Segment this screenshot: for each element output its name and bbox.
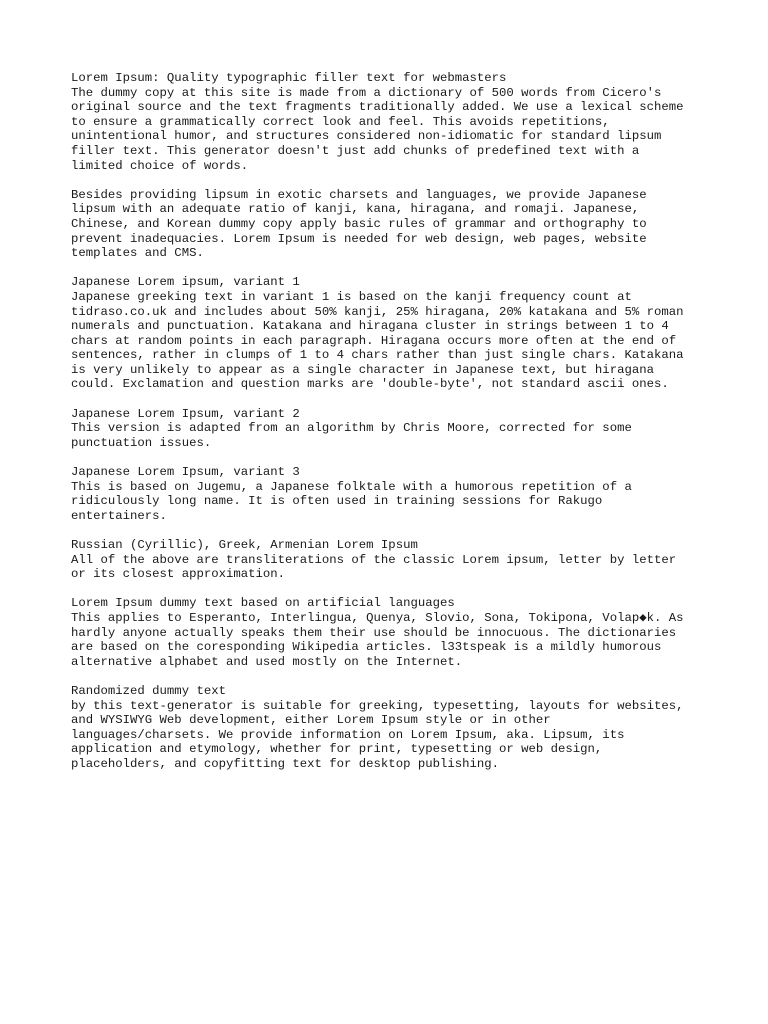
text-line: All of the above are transliterations of the classic Lorem ipsum, letter by letter	[71, 552, 677, 567]
section-heading: Russian (Cyrillic), Greek, Armenian Lorem Ipsum	[71, 538, 418, 552]
text-line: lipsum with an adequate ratio of kanji, kana, hiragana, and romaji. Japanese,	[71, 202, 640, 217]
text-line: filler text. This generator doesn't just add chunks of predefined text with a	[71, 143, 640, 158]
text-line: punctuation issues.	[71, 435, 212, 450]
text-line: entertainers.	[71, 508, 167, 523]
text-line: numerals and punctuation. Katakana and hiragana cluster in strings between 1 to 4	[71, 319, 669, 334]
text-line: could. Exclamation and question marks are 'double-byte', not standard ascii ones.	[71, 377, 669, 392]
text-line: This version is adapted from an algorithm by Chris Moore, corrected for some	[71, 421, 632, 436]
text-line: alternative alphabet and used mostly on the Internet.	[71, 654, 463, 669]
section-heading: Lorem Ipsum dummy text based on artificial languages	[71, 596, 455, 611]
text-line: templates and CMS.	[71, 246, 204, 261]
text-line: limited choice of words.	[71, 158, 249, 173]
text-line: This is based on Jugemu, a Japanese folktale with a humorous repetition of a	[71, 479, 632, 494]
text-line: languages/charsets. We provide information on Lorem Ipsum, aka. Lipsum, its	[71, 727, 625, 742]
text-line: prevent inadequacies. Lorem Ipsum is needed for web design, web pages, website	[71, 231, 647, 246]
text-line: original source and the text fragments traditionally added. We use a lexical scheme	[71, 100, 684, 115]
text-line: by this text-generator is suitable for greeking, typesetting, layouts for websites,	[71, 698, 684, 713]
text-section	[71, 188, 711, 261]
text-line: unintentional humor, and structures considered non-idiomatic for standard lipsum	[71, 129, 662, 144]
text-line: The dummy copy at this site is made from a dictionary of 500 words from Cicero's	[71, 85, 662, 100]
text-section	[71, 538, 711, 582]
section-heading: Japanese Lorem ipsum, variant 1	[71, 275, 300, 290]
text-line: ridiculously long name. It is often used in training sessions for Rakugo	[71, 494, 603, 509]
section-heading: Japanese Lorem Ipsum, variant 2	[71, 406, 300, 421]
text-section	[71, 275, 711, 392]
text-line: are based on the coresponding Wikipedia articles. l33tspeak is a mildly humorous	[71, 640, 662, 655]
text-section	[71, 407, 711, 451]
text-line: Besides providing lipsum in exotic charsets and languages, we provide Japanese	[71, 187, 647, 202]
text-section	[71, 596, 711, 669]
section-heading: Japanese Lorem Ipsum, variant 3	[71, 465, 300, 480]
text-line: hardly anyone actually speaks them their use should be innocuous. The dictionaries	[71, 625, 677, 640]
text-line: tidraso.co.uk and includes about 50% kanji, 25% hiragana, 20% katakana and 5% roman	[71, 304, 684, 319]
document-page	[71, 71, 711, 786]
text-line: Chinese, and Korean dummy copy apply basic rules of grammar and orthography to	[71, 216, 647, 231]
text-line: chars at random points in each paragraph. Hiragana occurs more often at the end of	[71, 333, 677, 348]
text-section	[71, 465, 711, 523]
section-heading: Lorem Ipsum: Quality typographic filler text for webmasters	[71, 71, 507, 85]
text-line: application and etymology, whether for print, typesetting or web design,	[71, 742, 603, 757]
text-section	[71, 684, 711, 772]
text-line: placeholders, and copyfitting text for desktop publishing.	[71, 756, 500, 771]
section-heading: Randomized dummy text	[71, 683, 226, 698]
text-line: This applies to Esperanto, Interlingua, Quenya, Slovio, Sona, Tokipona, Volap◆k. As	[71, 610, 684, 625]
text-line: and WYSIWYG Web development, either Lorem Ipsum style or in other	[71, 713, 551, 728]
text-section	[71, 71, 711, 173]
text-line: is very unlikely to appear as a single character in Japanese text, but hiragana	[71, 362, 654, 377]
text-line: or its closest approximation.	[71, 567, 286, 582]
text-line: to ensure a grammatically correct look and feel. This avoids repetitions,	[71, 114, 610, 129]
text-line: sentences, rather in clumps of 1 to 4 chars rather than just single chars. Katakana	[71, 348, 684, 363]
text-line: Japanese greeking text in variant 1 is based on the kanji frequency count at	[71, 289, 632, 304]
